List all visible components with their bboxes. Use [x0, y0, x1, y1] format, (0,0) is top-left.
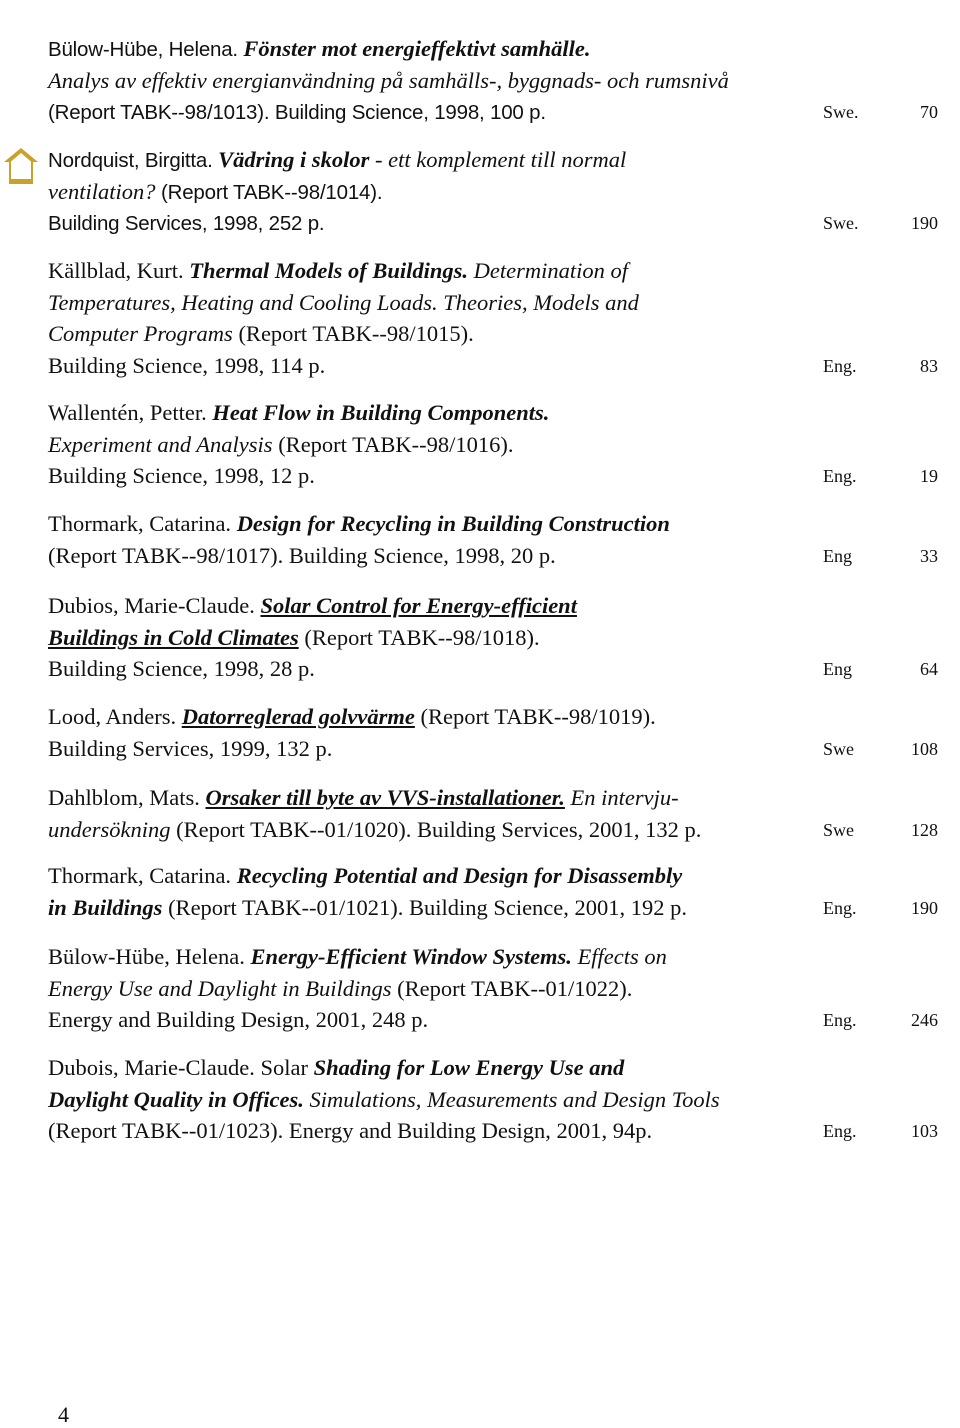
- entry-line: [48, 96, 948, 128]
- page-count: 64: [920, 659, 938, 679]
- entry-text: Simulations, Measurements and Design Tools: [303, 1086, 720, 1112]
- entry-text: Recycling Potential and Design for Disassembly: [236, 863, 683, 888]
- entry-text: Nordquist, Birgitta.: [48, 149, 219, 172]
- entry-text: Analys av effektiv energianvändning på samhälls-, byggnads- och rumsnivå: [48, 67, 729, 93]
- entry-line: [48, 207, 948, 239]
- entry-line: [48, 782, 948, 814]
- entry-line: [48, 860, 948, 892]
- entry-text: Dubios, Marie-Claude.: [48, 593, 261, 618]
- entry-line: [48, 733, 948, 765]
- entry-line: [48, 622, 948, 654]
- language-code: Swe.: [823, 213, 859, 233]
- page-count: 108: [911, 738, 938, 759]
- entry-line: [48, 287, 948, 319]
- entry-text: Determination of: [468, 258, 628, 283]
- entry-text: Energy and Building Design, 2001, 248 p.: [48, 1007, 429, 1032]
- page-count: 190: [911, 213, 938, 233]
- page-number: 4: [58, 1402, 69, 1427]
- page-count: 70: [920, 102, 938, 122]
- publication-entry: [48, 1052, 948, 1147]
- entry-text: Vädring i skolor: [218, 147, 370, 172]
- page-count: 190: [911, 897, 938, 918]
- entry-line: [48, 508, 948, 540]
- entry-text: Källblad, Kurt.: [48, 258, 190, 283]
- entry-text: Thermal Models of Buildings.: [189, 258, 469, 283]
- entry-text: Building Science, 1998, 12 p.: [48, 463, 315, 488]
- entry-text: Daylight Quality in Offices.: [48, 1086, 304, 1112]
- entry-text: Heat Flow in Building Components.: [212, 400, 550, 425]
- entry-text: Experiment and Analysis: [48, 431, 273, 457]
- entry-text: Datorreglerad golvvärme: [181, 704, 415, 729]
- entry-text: Building Science, 1998, 114 p.: [48, 352, 326, 378]
- publication-entry: [48, 508, 948, 571]
- entry-text: Wallentén, Petter.: [48, 400, 213, 425]
- entry-line: [48, 144, 948, 176]
- entry-text: (Report TABK--98/1017). Building Science, 1998, 20 p.: [48, 542, 556, 568]
- entry-text: Energy Use and Daylight in Buildings: [48, 975, 392, 1001]
- entry-line: [48, 941, 948, 973]
- entry-text: Dahlblom, Mats.: [48, 785, 206, 810]
- entry-line: [48, 460, 948, 492]
- publication-entry: [48, 255, 948, 381]
- entry-text: Shading for Low Energy Use and: [313, 1055, 625, 1080]
- entry-line: [48, 397, 948, 429]
- entry-text: Solar Control for Energy-efficient: [260, 593, 577, 618]
- entry-text: Effects on: [571, 944, 667, 969]
- entry-line: [48, 350, 948, 382]
- entry-text: (Report TABK--98/1013). Building Science, 1998, 100 p.: [48, 101, 546, 124]
- entry-line: [48, 318, 948, 350]
- entry-line: [48, 33, 948, 65]
- page-count: 128: [911, 819, 938, 840]
- entry-text: Lood, Anders.: [48, 704, 182, 729]
- entry-line: [48, 892, 948, 924]
- language-code: Swe.: [823, 102, 859, 122]
- entry-text: Orsaker till byte av VVS-installationer.: [205, 785, 565, 810]
- publication-entry: [48, 701, 948, 764]
- entry-line: [48, 65, 948, 97]
- entry-line: [48, 814, 948, 846]
- entry-text: Building Services, 1999, 132 p.: [48, 735, 333, 761]
- page-count: 246: [911, 1010, 938, 1030]
- entry-text: (Report TABK--98/1016).: [272, 431, 514, 457]
- entry-text: (Report TABK--98/1014).: [155, 180, 383, 204]
- page-count: 19: [920, 466, 938, 486]
- language-code: Eng.: [823, 1121, 857, 1141]
- publication-entry: [48, 782, 948, 845]
- entry-text: Fönster mot energieffektivt samhälle.: [243, 36, 591, 61]
- entry-line: [48, 1004, 948, 1036]
- entry-text: - ett komplement till normal: [369, 147, 627, 172]
- entry-text: Building Services, 1998, 252 p.: [48, 212, 325, 235]
- entry-line: [48, 176, 948, 208]
- language-code: Eng.: [823, 1010, 857, 1030]
- entry-text: Bülow-Hübe, Helena.: [48, 38, 244, 61]
- entry-text: Dubois, Marie-Claude. Solar: [48, 1055, 314, 1080]
- entry-text: ventilation?: [48, 178, 156, 204]
- entry-text: Temperatures, Heating and Cooling Loads. Theories, Models and: [48, 289, 639, 315]
- entry-line: [48, 1052, 948, 1084]
- entry-text: undersökning: [48, 816, 171, 842]
- entry-line: [48, 701, 948, 733]
- entry-text: Buildings in Cold Climates: [48, 624, 299, 650]
- entry-line: [48, 255, 948, 287]
- entry-line: [48, 429, 948, 461]
- entry-line: [48, 973, 948, 1005]
- publication-entry: [48, 397, 948, 492]
- publication-entry: [48, 590, 948, 685]
- entry-text: (Report TABK--01/1021). Building Science, 2001, 192 p.: [162, 894, 688, 920]
- language-code: Eng.: [823, 355, 857, 376]
- language-code: Eng: [823, 659, 852, 679]
- entry-text: Thormark, Catarina.: [48, 863, 237, 888]
- page-count: 33: [920, 545, 938, 566]
- publication-entry: [48, 144, 948, 239]
- home-icon: [2, 146, 40, 186]
- entry-text: Bülow-Hübe, Helena.: [48, 944, 251, 969]
- entry-text: (Report TABK--01/1022).: [391, 975, 633, 1001]
- entry-text: (Report TABK--01/1023). Energy and Building Design, 2001, 94p.: [48, 1118, 653, 1143]
- entry-line: [48, 540, 948, 572]
- entry-text: Computer Programs: [48, 321, 233, 346]
- entry-text: in Buildings: [48, 894, 163, 920]
- language-code: Eng.: [823, 897, 857, 918]
- entry-text: Building Science, 1998, 28 p.: [48, 656, 315, 681]
- page-count: 103: [911, 1121, 938, 1141]
- entry-text: (Report TABK--98/1018).: [298, 624, 540, 650]
- entry-text: Design for Recycling in Building Construction: [236, 511, 670, 536]
- entry-text: (Report TABK--01/1020). Building Services, 2001, 132 p.: [170, 816, 702, 842]
- publication-entry: [48, 33, 948, 128]
- language-code: Eng.: [823, 466, 857, 486]
- entry-text: Energy-Efficient Window Systems.: [250, 944, 572, 969]
- entry-text: (Report TABK--98/1015).: [232, 321, 474, 346]
- publication-entry: [48, 941, 948, 1036]
- publication-entry: [48, 860, 948, 923]
- language-code: Swe: [823, 819, 854, 840]
- page-count: 83: [920, 355, 938, 376]
- entry-text: (Report TABK--98/1019).: [414, 704, 656, 729]
- language-code: Eng: [823, 545, 852, 566]
- entry-line: [48, 1084, 948, 1116]
- language-code: Swe: [823, 738, 854, 759]
- entry-text: Thormark, Catarina.: [48, 511, 237, 536]
- entry-line: [48, 590, 948, 622]
- entry-text: En intervju-: [564, 785, 679, 810]
- entry-line: [48, 653, 948, 685]
- entry-line: [48, 1115, 948, 1147]
